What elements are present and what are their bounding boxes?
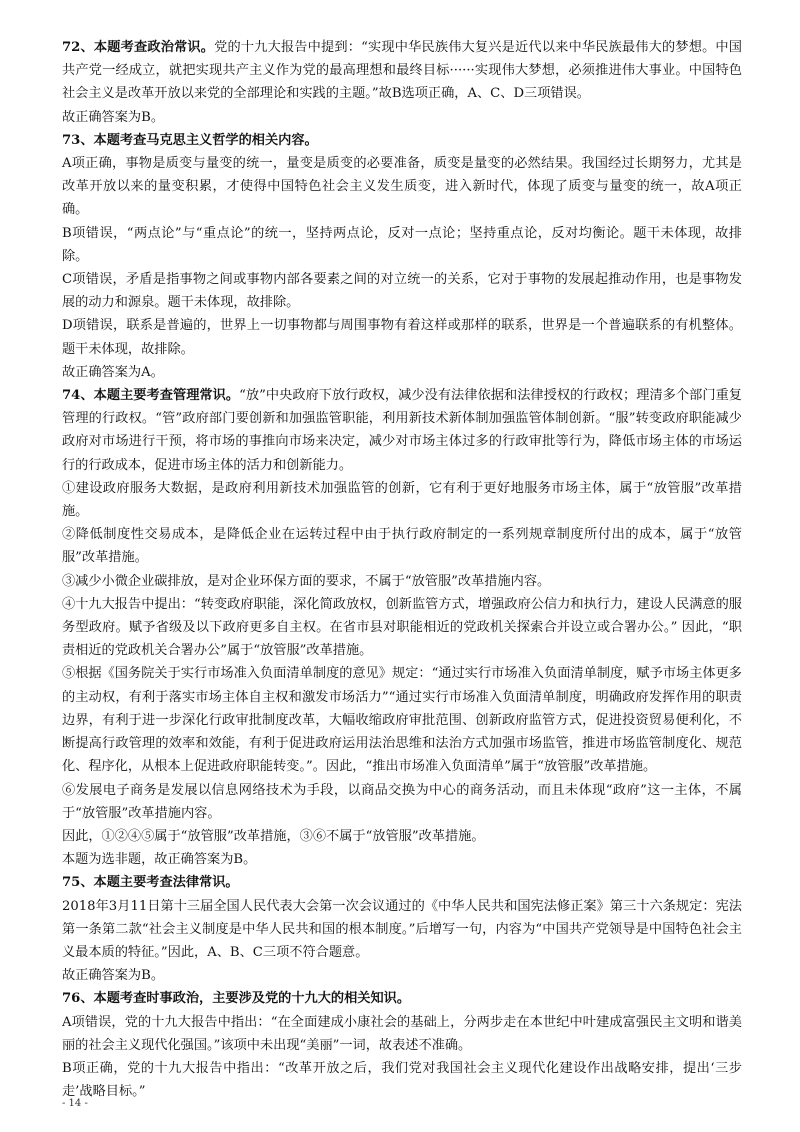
q74-paragraph — [62, 384, 742, 477]
q76-option-a: A项错误，党的十九大报告中指出：“在全面建成小康社会的基础上，分两步走在本世纪中叶建成富强民主文明和谐美丽的社会主义现代化强国。”该项中未出现“美丽”一词，故表述不准确。 — [62, 1014, 742, 1053]
q74-item-4: ④十九大报告中提出：“转变政府职能，深化简政放权，创新监管方式，增强政府公信力和执行力，建设人民满意的服务型政府。赋予省级及以下政府更多自主权。在省市县对职能相近的党政机关探索合并设立或合署办公。” 因此，“职责相近的党政机关合署办公”属于“放管服”改革措施。 — [62, 596, 742, 659]
q76-heading: 76、本题考查时事政治，主要涉及党的十九大的相关知识。 — [62, 991, 411, 1007]
q74-intro: “放”中央政府下放行政权，减少没有法律依据和法律授权的行政权；理清多个部门重复管理的行政权。“管”政府部门要创新和加强监管职能，利用新技术新体制加强监管体制创新。“服”转变政府职能减少政府对市场进行干预，将市场的事推向市场来决定，减少对市场主体过多的行政审批等行为，降低市场主体的市场运行的行政成本，促进市场主体的活力和创新能力。 — [62, 388, 742, 473]
q75-answer: 故正确答案为B。 — [62, 968, 165, 984]
q74-item-1: ①建设政府服务大数据，是政府利用新技术加强监管的创新，它有利于更好地服务市场主体，属于“放管服”改革措施。 — [62, 480, 742, 520]
q74-answer: 本题为选非题，故正确答案为B。 — [62, 852, 257, 868]
q74-conclusion: 因此，①②④⑤属于“放管服”改革措施，③⑥不属于“放管服”改革措施。 — [62, 828, 485, 844]
q74-item-3: ③减少小微企业碳排放，是对企业环保方面的要求，不属于“放管服”改革措施内容。 — [62, 573, 551, 589]
q73-option-d: D项错误，联系是普遍的，世界上一切事物都与周围事物有着这样或那样的联系，世界是一个普遍联系的有机整体。题干未体现，故排除。 — [62, 318, 742, 357]
q72-answer: 故正确答案为B。 — [62, 109, 165, 125]
q74-item-6: ⑥发展电子商务是发展以信息网络技术为手段，以商品交换为中心的商务活动，而且未体现“政府”这一主体，不属于“放管服”改革措施内容。 — [62, 782, 742, 821]
q72-text: 党的十九大报告中提到：“实现中华民族伟大复兴是近代以来中华民族最伟大的梦想。中国共产党一经成立，就把实现共产主义作为党的最高理想和最终目标······实现伟大梦想，必须推进伟大事业。中国特色社会主义是改革开放以来党的全部理论和实践的主题。”故B选项正确，A、C、D三项错误。 — [62, 40, 742, 102]
page-number: - 14 - — [62, 1098, 88, 1109]
q72-heading: 72、本题考查政治常识。 — [62, 40, 215, 55]
q73-option-b: B项错误，“两点论”与“重点论”的统一，坚持两点论，反对一点论；坚持重点论，反对均衡论。题干未体现，故排除。 — [62, 225, 742, 264]
q76-option-b: B项正确，党的十九大报告中指出：“改革开放之后，我们党对我国社会主义现代化建设作出战略安排，提出‘三步走’战略目标。” — [62, 1060, 742, 1100]
q74-heading: 74、本题主要考查管理常识。 — [62, 388, 240, 404]
q74-item-2: ②降低制度性交易成本，是降低企业在运转过程中由于执行政府制定的一系列规章制度所付出的成本，属于“放管服”改革措施。 — [62, 527, 742, 566]
q75-text: 2018年3月11日第十三届全国人民代表大会第一次会议通过的《中华人民共和国宪法修正案》第三十六条规定：宪法第一条第二款“社会主义制度是中华人民共和国的根本制度。”后增写一句，内容为“中国共产党领导是中国特色社会主义最本质的特征。”因此，A、B、C三项不符合题意。 — [62, 898, 742, 960]
q75-heading: 75、本题主要考查法律常识。 — [62, 875, 239, 891]
document-body — [62, 36, 742, 1103]
q74-item-5: ⑤根据《国务院关于实行市场准入负面清单制度的意见》规定：“通过实行市场准入负面清单制度，赋予市场主体更多的主动权，有利于落实市场主体自主权和激发市场活力”“通过实行市场准入负面清单制度，明确政府发挥作用的职责边界，有利于进一步深化行政审批制度改革，大幅收缩政府审批范围、创新政府监管方式，促进投资贸易便利化，不断提高行政管理的效率和效能，有利于促进政府运用法治思维和法治方式加强市场监管，推进市场监管制度化、规范化、程序化，从根本上促进政府职能转变。”。因此，“推出市场准入负面清单”属于“放管服”改革措施。 — [62, 666, 742, 775]
q73-option-a: A项正确，事物是质变与量变的统一，量变是质变的必要准备，质变是量变的必然结果。我国经过长期努力，尤其是改革开放以来的量变积累，才使得中国特色社会主义发生质变，进入新时代，体现了质变与量变的统一，故A项正确。 — [62, 156, 742, 218]
q73-heading: 73、本题考查马克思主义哲学的相关内容。 — [62, 132, 318, 148]
q73-option-c: C项错误，矛盾是指事物之间或事物内部各要素之间的对立统一的关系，它对于事物的发展起推动作用，也是事物发展的动力和源泉。题干未体现，故排除。 — [62, 272, 742, 311]
q73-answer: 故正确答案为A。 — [62, 364, 164, 380]
q72-paragraph — [62, 36, 742, 106]
